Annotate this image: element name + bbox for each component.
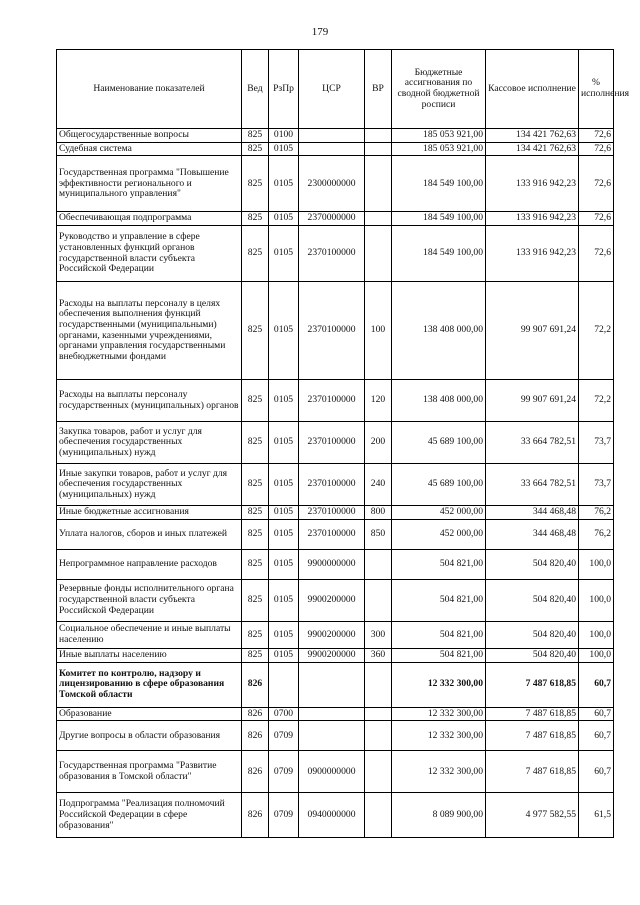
table-row <box>57 226 614 282</box>
cell-cash: 7 487 618,85 <box>486 707 579 721</box>
cell-ved: 825 <box>242 648 269 662</box>
table-row <box>57 621 614 648</box>
cell-pct: 72,2 <box>579 380 614 422</box>
cell-budget: 452 000,00 <box>392 506 486 520</box>
cell-vr <box>365 721 392 751</box>
cell-name: Государственная программа "Повышение эффективности регионального и муниципального управления" <box>57 156 242 212</box>
header-cash: Кассовое исполнение <box>486 50 579 129</box>
cell-ved: 825 <box>242 212 269 226</box>
cell-budget: 504 821,00 <box>392 549 486 579</box>
cell-vr <box>365 751 392 793</box>
cell-name: Иные закупки товаров, работ и услуг для обеспечения государственных (муниципальных) нужд <box>57 464 242 506</box>
cell-ved: 826 <box>242 793 269 838</box>
cell-budget: 12 332 300,00 <box>392 707 486 721</box>
cell-name: Социальное обеспечение и иные выплаты населению <box>57 621 242 648</box>
cell-name: Иные выплаты населению <box>57 648 242 662</box>
cell-cash: 7 487 618,85 <box>486 662 579 707</box>
cell-budget: 504 821,00 <box>392 648 486 662</box>
cell-csr: 2370100000 <box>299 282 365 380</box>
cell-csr: 2370100000 <box>299 464 365 506</box>
cell-pct: 100,0 <box>579 579 614 621</box>
header-budget: Бюджетные ассигнования по сводной бюджетной росписи <box>392 50 486 129</box>
cell-rzpr: 0700 <box>269 707 299 721</box>
cell-vr: 360 <box>365 648 392 662</box>
cell-csr <box>299 142 365 156</box>
cell-rzpr: 0105 <box>269 621 299 648</box>
cell-name: Другие вопросы в области образования <box>57 721 242 751</box>
cell-pct: 72,2 <box>579 282 614 380</box>
cell-vr <box>365 212 392 226</box>
cell-name: Расходы на выплаты персоналу в целях обеспечения выполнения функций государственными (муниципальными) органами, казенными учреждениями, органами управления государственными внебюджетными фондами <box>57 282 242 380</box>
cell-pct: 72,6 <box>579 129 614 143</box>
header-csr: ЦСР <box>299 50 365 129</box>
table-row <box>57 156 614 212</box>
cell-csr: 2370100000 <box>299 422 365 464</box>
cell-pct: 72,6 <box>579 212 614 226</box>
cell-csr: 2370100000 <box>299 380 365 422</box>
table-row <box>57 707 614 721</box>
table-header-row <box>57 50 614 129</box>
cell-vr <box>365 129 392 143</box>
header-ved: Вед <box>242 50 269 129</box>
cell-vr <box>365 793 392 838</box>
table-row <box>57 464 614 506</box>
cell-cash: 33 664 782,51 <box>486 422 579 464</box>
cell-cash: 134 421 762,63 <box>486 142 579 156</box>
cell-ved: 825 <box>242 579 269 621</box>
cell-ved: 825 <box>242 156 269 212</box>
cell-cash: 344 468,48 <box>486 519 579 549</box>
cell-name: Расходы на выплаты персоналу государственных (муниципальных) органов <box>57 380 242 422</box>
cell-name: Образование <box>57 707 242 721</box>
cell-vr: 850 <box>365 519 392 549</box>
cell-csr: 2370100000 <box>299 506 365 520</box>
cell-csr: 2370100000 <box>299 226 365 282</box>
cell-budget: 504 821,00 <box>392 621 486 648</box>
cell-csr: 9900000000 <box>299 549 365 579</box>
cell-pct: 60,7 <box>579 721 614 751</box>
cell-ved: 826 <box>242 751 269 793</box>
cell-ved: 825 <box>242 464 269 506</box>
cell-rzpr: 0105 <box>269 506 299 520</box>
table-row <box>57 506 614 520</box>
cell-pct: 100,0 <box>579 648 614 662</box>
cell-cash: 504 820,40 <box>486 549 579 579</box>
table-row <box>57 579 614 621</box>
table-row <box>57 129 614 143</box>
cell-ved: 826 <box>242 707 269 721</box>
cell-rzpr: 0709 <box>269 721 299 751</box>
cell-rzpr: 0105 <box>269 226 299 282</box>
cell-csr: 2300000000 <box>299 156 365 212</box>
cell-csr: 9900200000 <box>299 579 365 621</box>
cell-ved: 825 <box>242 422 269 464</box>
cell-rzpr: 0105 <box>269 282 299 380</box>
cell-budget: 12 332 300,00 <box>392 751 486 793</box>
cell-pct: 60,7 <box>579 751 614 793</box>
cell-budget: 45 689 100,00 <box>392 464 486 506</box>
cell-vr <box>365 549 392 579</box>
cell-budget: 12 332 300,00 <box>392 662 486 707</box>
cell-csr: 0940000000 <box>299 793 365 838</box>
cell-rzpr: 0709 <box>269 793 299 838</box>
table-row <box>57 212 614 226</box>
cell-name: Общегосударственные вопросы <box>57 129 242 143</box>
cell-cash: 504 820,40 <box>486 621 579 648</box>
cell-name: Государственная программа "Развитие образования в Томской области" <box>57 751 242 793</box>
cell-ved: 825 <box>242 380 269 422</box>
cell-pct: 100,0 <box>579 621 614 648</box>
cell-budget: 185 053 921,00 <box>392 142 486 156</box>
table-row <box>57 751 614 793</box>
cell-csr <box>299 721 365 751</box>
cell-ved: 825 <box>242 621 269 648</box>
cell-cash: 134 421 762,63 <box>486 129 579 143</box>
header-pct: % исполнения <box>579 50 614 129</box>
cell-vr <box>365 579 392 621</box>
cell-rzpr: 0100 <box>269 129 299 143</box>
cell-vr <box>365 142 392 156</box>
cell-name: Подпрограмма "Реализация полномочий Российской Федерации в сфере образования" <box>57 793 242 838</box>
cell-name: Непрограммное направление расходов <box>57 549 242 579</box>
page-number: 179 <box>311 26 329 38</box>
cell-csr: 2370100000 <box>299 519 365 549</box>
cell-cash: 99 907 691,24 <box>486 380 579 422</box>
cell-vr: 800 <box>365 506 392 520</box>
table-row <box>57 282 614 380</box>
cell-name: Иные бюджетные ассигнования <box>57 506 242 520</box>
cell-ved: 825 <box>242 129 269 143</box>
cell-budget: 184 549 100,00 <box>392 226 486 282</box>
cell-cash: 133 916 942,23 <box>486 212 579 226</box>
table-row <box>57 648 614 662</box>
table-row <box>57 422 614 464</box>
cell-vr: 240 <box>365 464 392 506</box>
table-row <box>57 380 614 422</box>
header-rzpr: РзПр <box>269 50 299 129</box>
cell-name: Резервные фонды исполнительного органа государственной власти субъекта Российской Федерации <box>57 579 242 621</box>
cell-ved: 825 <box>242 506 269 520</box>
cell-vr: 300 <box>365 621 392 648</box>
cell-ved: 825 <box>242 226 269 282</box>
cell-cash: 7 487 618,85 <box>486 751 579 793</box>
cell-pct: 60,7 <box>579 707 614 721</box>
cell-budget: 138 408 000,00 <box>392 282 486 380</box>
cell-ved: 825 <box>242 282 269 380</box>
cell-pct: 72,6 <box>579 226 614 282</box>
cell-pct: 73,7 <box>579 464 614 506</box>
cell-name: Комитет по контролю, надзору и лицензированию в сфере образования Томской области <box>57 662 242 707</box>
cell-vr <box>365 156 392 212</box>
cell-cash: 4 977 582,55 <box>486 793 579 838</box>
cell-csr: 9900200000 <box>299 621 365 648</box>
cell-rzpr <box>269 662 299 707</box>
cell-ved: 825 <box>242 549 269 579</box>
cell-ved: 826 <box>242 721 269 751</box>
header-vr: ВР <box>365 50 392 129</box>
table-row <box>57 793 614 838</box>
cell-csr: 2370000000 <box>299 212 365 226</box>
cell-pct: 73,7 <box>579 422 614 464</box>
cell-budget: 504 821,00 <box>392 579 486 621</box>
cell-csr: 0900000000 <box>299 751 365 793</box>
cell-name: Обеспечивающая подпрограмма <box>57 212 242 226</box>
cell-cash: 7 487 618,85 <box>486 721 579 751</box>
cell-csr <box>299 129 365 143</box>
cell-rzpr: 0105 <box>269 422 299 464</box>
cell-pct: 60,7 <box>579 662 614 707</box>
cell-rzpr: 0105 <box>269 549 299 579</box>
cell-csr: 9900200000 <box>299 648 365 662</box>
cell-vr: 200 <box>365 422 392 464</box>
cell-cash: 504 820,40 <box>486 648 579 662</box>
cell-cash: 504 820,40 <box>486 579 579 621</box>
cell-budget: 184 549 100,00 <box>392 156 486 212</box>
cell-name: Судебная система <box>57 142 242 156</box>
cell-budget: 8 089 900,00 <box>392 793 486 838</box>
cell-rzpr: 0105 <box>269 464 299 506</box>
cell-pct: 100,0 <box>579 549 614 579</box>
cell-pct: 61,5 <box>579 793 614 838</box>
cell-vr <box>365 226 392 282</box>
cell-cash: 344 468,48 <box>486 506 579 520</box>
table-row <box>57 662 614 707</box>
cell-rzpr: 0105 <box>269 579 299 621</box>
cell-budget: 12 332 300,00 <box>392 721 486 751</box>
table-row <box>57 142 614 156</box>
cell-vr <box>365 662 392 707</box>
cell-ved: 826 <box>242 662 269 707</box>
cell-cash: 133 916 942,23 <box>486 156 579 212</box>
cell-name: Уплата налогов, сборов и иных платежей <box>57 519 242 549</box>
cell-rzpr: 0105 <box>269 380 299 422</box>
cell-csr <box>299 707 365 721</box>
cell-pct: 76,2 <box>579 519 614 549</box>
cell-name: Закупка товаров, работ и услуг для обеспечения государственных (муниципальных) нужд <box>57 422 242 464</box>
budget-execution-table <box>56 49 630 838</box>
table-row <box>57 519 614 549</box>
cell-pct: 76,2 <box>579 506 614 520</box>
cell-pct: 72,6 <box>579 156 614 212</box>
cell-budget: 185 053 921,00 <box>392 129 486 143</box>
cell-rzpr: 0105 <box>269 212 299 226</box>
cell-cash: 133 916 942,23 <box>486 226 579 282</box>
cell-rzpr: 0105 <box>269 648 299 662</box>
cell-cash: 99 907 691,24 <box>486 282 579 380</box>
cell-rzpr: 0105 <box>269 519 299 549</box>
cell-rzpr: 0105 <box>269 156 299 212</box>
table-row <box>57 549 614 579</box>
cell-vr: 120 <box>365 380 392 422</box>
cell-budget: 184 549 100,00 <box>392 212 486 226</box>
cell-pct: 72,6 <box>579 142 614 156</box>
header-name: Наименование показателей <box>57 50 242 129</box>
cell-name: Руководство и управление в сфере установленных функций органов государственной власти субъекта Российской Федерации <box>57 226 242 282</box>
cell-budget: 452 000,00 <box>392 519 486 549</box>
cell-budget: 138 408 000,00 <box>392 380 486 422</box>
cell-csr <box>299 662 365 707</box>
cell-ved: 825 <box>242 519 269 549</box>
cell-vr: 100 <box>365 282 392 380</box>
cell-budget: 45 689 100,00 <box>392 422 486 464</box>
cell-ved: 825 <box>242 142 269 156</box>
table-body <box>57 129 614 838</box>
cell-rzpr: 0105 <box>269 142 299 156</box>
table-row <box>57 721 614 751</box>
cell-vr <box>365 707 392 721</box>
cell-cash: 33 664 782,51 <box>486 464 579 506</box>
cell-rzpr: 0709 <box>269 751 299 793</box>
